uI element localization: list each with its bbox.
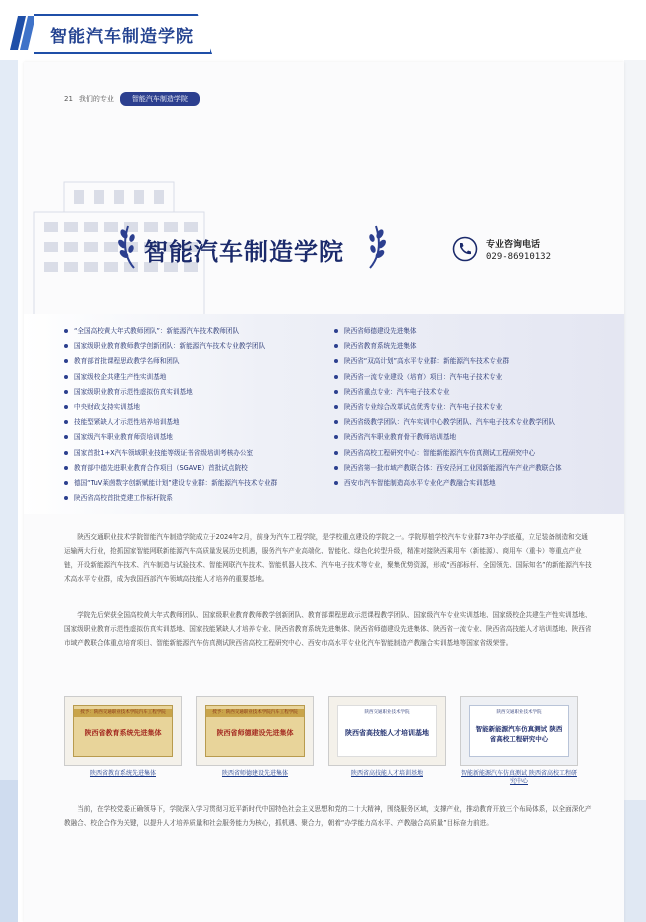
page-tag: 智能汽车制造学院 — [120, 92, 200, 106]
honor-item: 陕西省高校首批党建工作标杆院系 — [64, 491, 277, 506]
honor-item: 陕西省汽车职业教育骨干教师培训基地 — [334, 430, 562, 445]
left-side-bar-accent — [0, 780, 18, 922]
honor-item: 陕西省高校工程研究中心：智能新能源汽车仿真测试工程研究中心 — [334, 446, 562, 461]
honor-item: 陕西省第一批市域产教联合体：西安泾河工业园新能源汽车产业产教联合体 — [334, 461, 562, 476]
honor-item: 教育部中德先进职业教育合作项目（SGAVE）首批试点院校 — [64, 461, 277, 476]
honors-paragraph: 学院先后荣获全国高校黄大年式教师团队、国家级职业教育教师教学创新团队、教育部课程思政示范课程教学团队、国家级汽车专业实训基地、国家级校企共建生产性实训基地、国家级职业教育示范性虚拟仿真实训基地、国家技能紧缺人才培养专业、陕西省教育系统先进集体、陕西省师德建设先进集体、陕西省一流专业、陕西省高技能人才培训基地、陕西省市域产教联合体重点培育项目、智能新能源汽车仿真测试陕西省高校工程研究中心、西安市高水平专业化汽车智能制造产教融合实训基地等国家省级荣誉。 — [64, 611, 592, 647]
honor-item: 陕西省专业综合改革试点优秀专业：汽车电子技术专业 — [334, 400, 562, 415]
intro-paragraph: 陕西交通职业技术学院智能汽车制造学院成立于2024年2月，前身为汽车工程学院，是学校重点建设的学院之一。学院厚植学校汽车专业群73年办学底蕴，立足装备制造和交通运输两大行业，抢抓国家智能网联新能源汽车高质量发展历史机遇，服务汽车产业高端化、智能化、绿色化转型升级，精准对接陕西乘用车（新能源）、商用车（重卡）等重点产业链，开设新能源汽车技术、汽车制造与试验技术、智能网联汽车技术、智能机器人技术、汽车电子技术等专业，聚集优势资源，形成“西部标杆、全国领先、国际知名”的新能源汽车技术高水平专业群，成为我国西部汽车领域高技能人才培养的重要基地。 — [64, 533, 592, 583]
honor-photo — [196, 696, 314, 766]
page-number: 21 — [64, 95, 73, 103]
photo-caption: 陕西省师德建设先进集体 — [221, 770, 288, 777]
plaque-strip: 授予：陕西交通职业技术学院汽车工程学院 — [206, 709, 304, 717]
honors-list-left — [64, 324, 277, 506]
honor-item: 陕西省教育系统先进集体 — [334, 339, 562, 354]
honor-item: 陕西省一流专业建设（培育）项目：汽车电子技术专业 — [334, 370, 562, 385]
honor-photo — [64, 696, 182, 766]
plaque — [337, 705, 437, 757]
plaque-text: 智能新能源汽车仿真测试 陕西省高校工程研究中心 — [475, 725, 563, 743]
laurel-right-icon — [364, 222, 388, 270]
honor-item: 陕西省重点专业：汽车电子技术专业 — [334, 385, 562, 400]
honor-item: 国家级职业教育教师教学创新团队：新能源汽车技术专业教学团队 — [64, 339, 277, 354]
right-side-bar — [624, 60, 646, 922]
honor-item: 陕西省“双高计划”高水平专业群：新能源汽车技术专业群 — [334, 354, 562, 369]
honor-item: 中央财政支持实训基地 — [64, 400, 277, 415]
honor-item: 德国“TuV莱茵数字创新赋能计划”建设专业群：新能源汽车技术专业群 — [64, 476, 277, 491]
phone-icon — [452, 236, 478, 262]
consult-label: 专业咨询电话 — [486, 240, 541, 250]
honor-item: 国家级职业教育示范性虚拟仿真实训基地 — [64, 385, 277, 400]
right-side-bar-accent — [624, 800, 646, 922]
photo-caption: 陕西省教育系统先进集体 — [89, 770, 156, 777]
plaque-strip: 授予：陕西交通职业技术学院汽车工程学院 — [74, 709, 172, 717]
plaque-strip: 陕西交通职业技术学院 — [338, 709, 436, 717]
honor-item: 技能型紧缺人才示范性培养培训基地 — [64, 415, 277, 430]
brochure-page — [24, 62, 624, 922]
photo-caption: 智能新能源汽车仿真测试 陕西省高校工程研究中心 — [461, 770, 577, 785]
plaque-text: 陕西省高技能人才培训基地 — [345, 729, 429, 737]
honor-photo — [328, 696, 446, 766]
plaque — [73, 705, 173, 757]
closing-paragraph: 当前，在学校党委正确领导下，学院深入学习贯彻习近平新时代中国特色社会主义思想和党的二十大精神，围绕服务区域，支撑产业，推动教育开放三个布局体系，以全面深化产教融合、校企合作为关键，以提升人才培养质量和社会服务能力为核心，抓机遇、聚合力，朝着“办学能力高水平、产教融合高质量”目标奋力前进。 — [64, 805, 592, 827]
honor-item: 陕西省师德建设先进集体 — [334, 324, 562, 339]
banner-title: 智能汽车制造学院 — [50, 27, 194, 47]
honor-item: 国家级汽车职业教育师资培训基地 — [64, 430, 277, 445]
plaque-text: 陕西省教育系统先进集体 — [84, 729, 162, 737]
photo-caption: 陕西省高技能人才培训基地 — [350, 770, 423, 777]
honor-item: 西安市汽车智能制造高水平专业化产教融合实训基地 — [334, 476, 562, 491]
honor-item: 国家级校企共建生产性实训基地 — [64, 370, 277, 385]
honors-list-right — [334, 324, 562, 491]
top-banner — [0, 0, 646, 60]
honors-panel — [24, 314, 624, 514]
laurel-left-icon — [116, 222, 140, 270]
plaque — [469, 705, 569, 757]
consult-phone: 029-86910132 — [486, 252, 552, 262]
page-header — [64, 92, 200, 106]
plaque-strip: 陕西交通职业技术学院 — [470, 709, 568, 717]
page-section: 我们的专业 — [78, 95, 114, 103]
honor-item: “全国高校黄大年式教师团队”：新能源汽车技术教师团队 — [64, 324, 277, 339]
honor-photo — [460, 696, 578, 766]
college-title: 智能汽车制造学院 — [144, 238, 344, 266]
honor-item: 教育部首批课程思政教学名师和团队 — [64, 354, 277, 369]
plaque-text: 陕西省师德建设先进集体 — [216, 729, 294, 737]
honor-photos — [64, 696, 594, 786]
plaque — [205, 705, 305, 757]
honor-item: 陕西省级教学团队：汽车实训中心教学团队、汽车电子技术专业教学团队 — [334, 415, 562, 430]
honor-item: 国家首批1+X汽车领域职业技能等级证书省级培训考核办公室 — [64, 446, 277, 461]
